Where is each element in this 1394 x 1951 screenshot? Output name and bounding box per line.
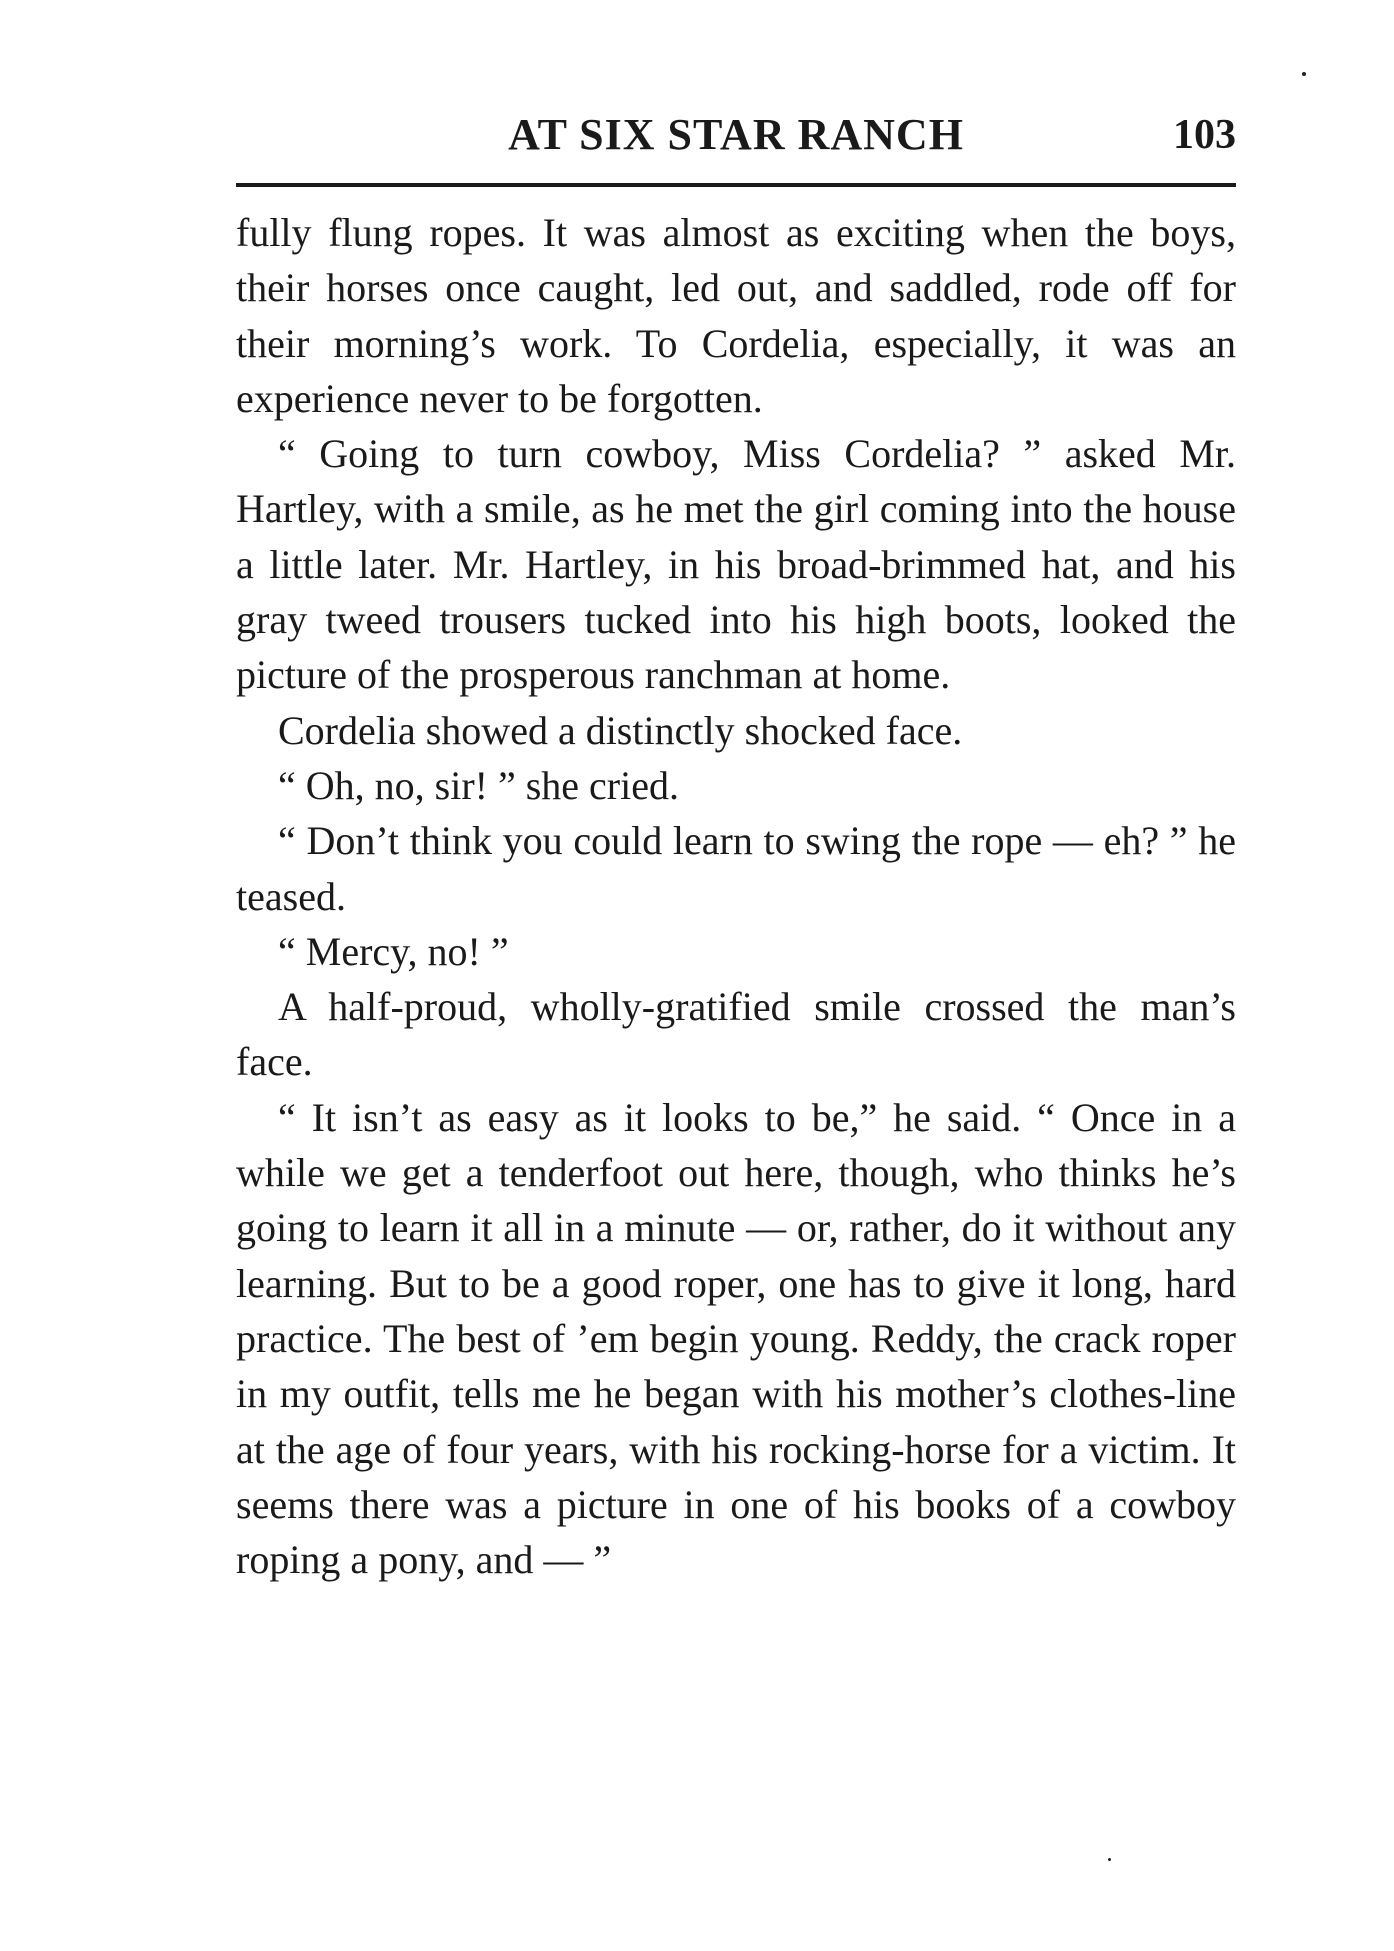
body-text (236, 205, 1236, 1587)
paragraph: “ It isn’t as easy as it looks to be,” he said. “ Once in a while we get a tenderfoot out here, though, who thinks he’s going to learn it all in a minute — or, rather, do it without any learning. But to be a good roper, one has to give it long, hard practice. The best of ’em begin young. Reddy, the crack roper in my outfit, tells me he began with his mother’s clothes-line at the age of four years, with his rocking-horse for a victim. It seems there was a picture in one of his books of a cowboy roping a pony, and — ” (236, 1094, 1236, 1583)
running-title: AT SIX STAR RANCH (508, 110, 964, 159)
paragraph: “ Don’t think you could learn to swing the rope — eh? ” he teased. (236, 818, 1236, 919)
paragraph: “ Oh, no, sir! ” she cried. (278, 762, 679, 808)
paragraph: “ Going to turn cowboy, Miss Cordelia? ” asked Mr. Hartley, with a smile, as he met the girl coming into the house a little later. Mr. Hartley, in his broad-brimmed hat, and his gray tweed trousers tucked into his high boots, looked the picture of the prosperous ranchman at home. (236, 431, 1236, 698)
paragraph: fully flung ropes. It was almost as exciting when the boys, their horses once caught, led out, and saddled, rode off for their morning’s work. To Cordelia, especially, it was an experience never to be forgotten. (236, 210, 1236, 421)
paper-speck (1302, 72, 1306, 76)
header-rule (236, 183, 1236, 187)
page-number: 103 (1173, 112, 1236, 158)
paragraph: A half-proud, wholly-gratified smile crossed the man’s face. (236, 984, 1236, 1085)
page-header (236, 100, 1236, 170)
paragraph: Cordelia showed a distinctly shocked face. (278, 707, 963, 753)
paper-speck (1108, 1858, 1111, 1861)
paragraph: “ Mercy, no! ” (278, 928, 509, 974)
